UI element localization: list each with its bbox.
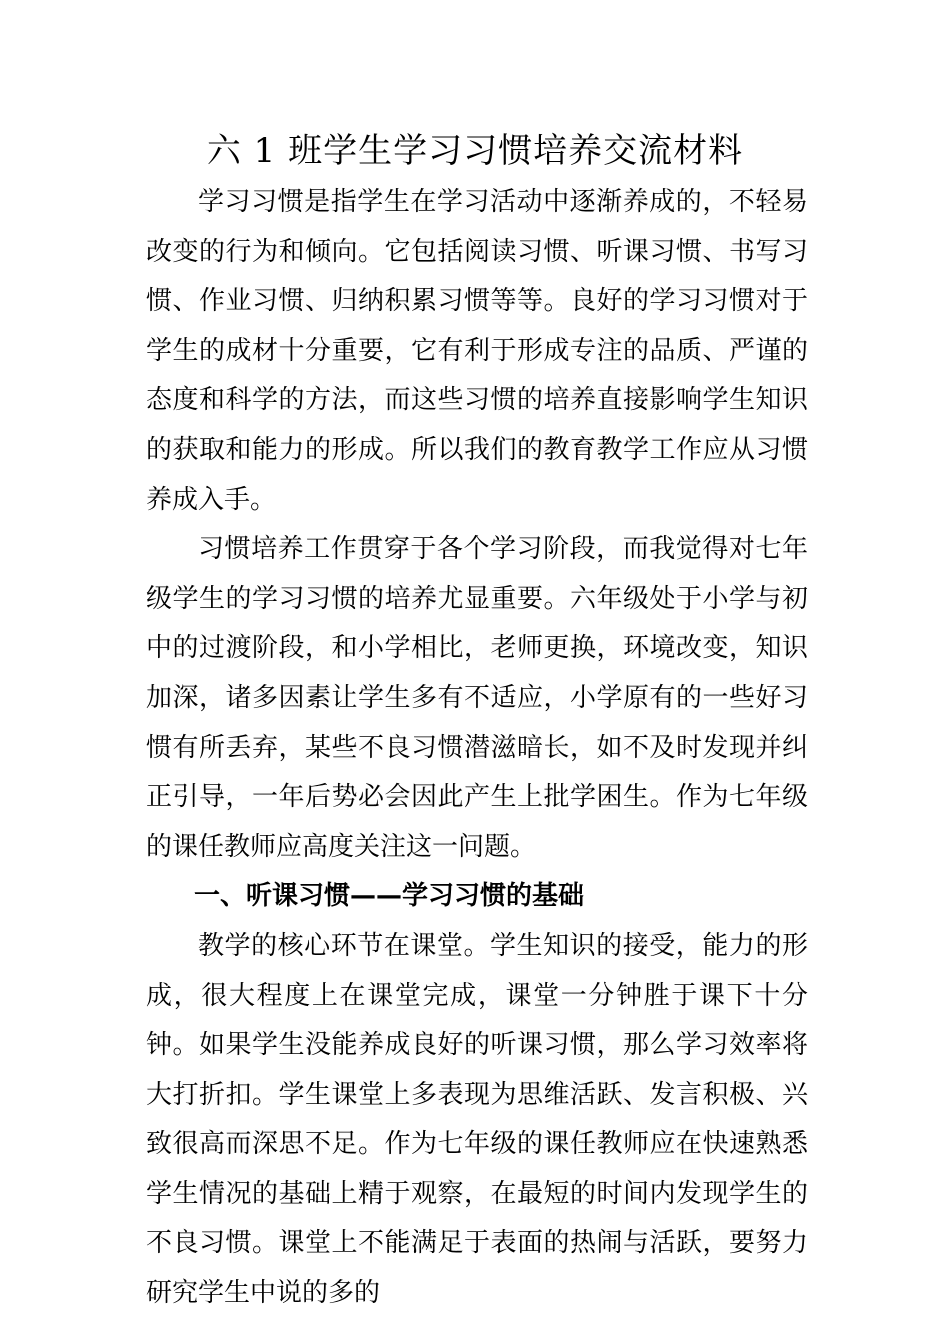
document-body: [146, 178, 808, 1319]
paragraph-intro: 学习习惯是指学生在学习活动中逐渐养成的，不轻易改变的行为和倾向。它包括阅读习惯、听课习惯、书写习惯、作业习惯、归纳积累习惯等等。良好的学习习惯对于学生的成材十分重要，它有利于形成专注的品质、严谨的态度和科学的方法，而这些习惯的培养直接影响学生知识的获取和能力的形成。所以我们的教育教学工作应从习惯养成入手。: [146, 187, 808, 515]
page-title: 六 1 班学生学习习惯培养交流材料: [206, 131, 744, 171]
section-heading-listening: 一、听课习惯——学习习惯的基础: [194, 881, 585, 912]
paragraph-importance: 习惯培养工作贯穿于各个学习阶段，而我觉得对七年级学生的学习习惯的培养尤显重要。六年级处于小学与初中的过渡阶段，和小学相比，老师更换，环境改变，知识加深，诸多因素让学生多有不适应，小学原有的一些好习惯有所丢弃，某些不良习惯潜滋暗长，如不及时发现并纠正引导，一年后势必会因此产生上批学困生。作为七年级的课任教师应高度关注这一问题。: [146, 534, 808, 862]
paragraph-listening: 教学的核心环节在课堂。学生知识的接受，能力的形成，很大程度上在课堂完成，课堂一分钟胜于课下十分钟。如果学生没能养成良好的听课习惯，那么学习效率将大打折扣。学生课堂上多表现为思维活跃、发言积极、兴致很高而深思不足。作为七年级的课任教师应在快速熟悉学生情况的基础上精于观察，在最短的时间内发现学生的不良习惯。课堂上不能满足于表面的热闹与活跃，要努力研究学生中说的多的: [146, 930, 808, 1309]
